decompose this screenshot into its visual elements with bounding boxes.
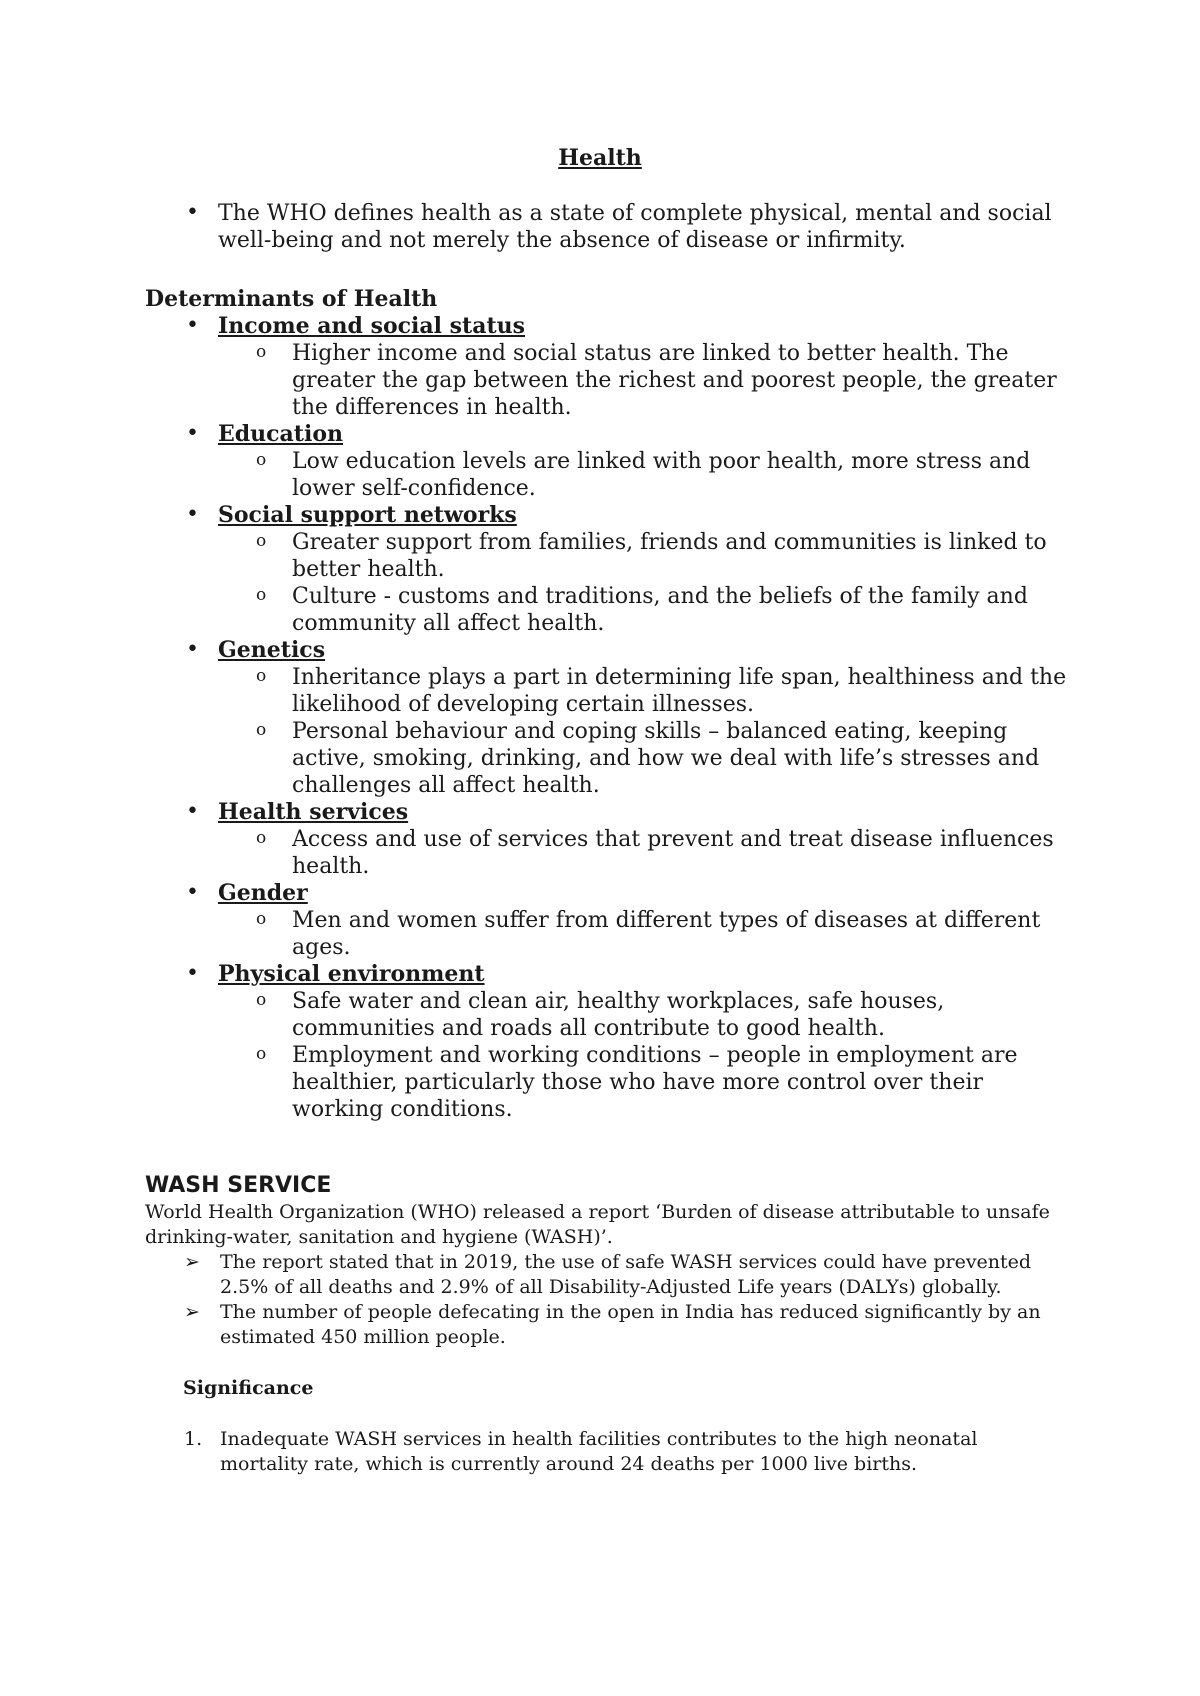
- circle-bullet-icon: o: [256, 585, 267, 605]
- sub-item: [0, 664, 1200, 718]
- determinant-item: [0, 502, 1200, 529]
- sub-item-text: Higher income and social status are linked to better health. The greater the gap between the richest and poorest people, the greater the differences in health.: [292, 341, 1057, 420]
- sub-item: [0, 826, 1200, 880]
- sub-item: [0, 907, 1200, 961]
- sub-item: [0, 1042, 1200, 1123]
- sub-item-text: Men and women suffer from different types of diseases at different ages.: [292, 908, 1041, 960]
- determinant-item: [0, 799, 1200, 826]
- circle-bullet-icon: o: [256, 909, 267, 929]
- sub-item: [0, 988, 1200, 1042]
- bullet-icon: •: [186, 313, 199, 338]
- sub-item-text: Culture - customs and traditions, and the beliefs of the family and community all affect health.: [292, 584, 1028, 636]
- item-number: 1.: [184, 1428, 203, 1450]
- determinants-section: [0, 285, 1200, 1123]
- sub-item-text: Low education levels are linked with poor health, more stress and lower self-confidence.: [292, 449, 1031, 501]
- wash-intro: World Health Organization (WHO) released a report ‘Burden of disease attributable to unsafe drinking-water, sanitation and hygiene (WASH)’.: [145, 1201, 1050, 1248]
- circle-bullet-icon: o: [256, 450, 267, 470]
- sub-item: [0, 718, 1200, 799]
- list-item: [0, 200, 1200, 254]
- bullet-icon: •: [186, 637, 199, 662]
- section-heading: WASH SERVICE: [145, 1173, 332, 1198]
- determinant-label: Genetics: [218, 637, 326, 663]
- determinant-label: Education: [218, 421, 343, 447]
- sub-item-text: Inheritance plays a part in determining life span, healthiness and the likelihood of developing certain illnesses.: [292, 665, 1067, 717]
- bullet-icon: •: [186, 880, 199, 905]
- list-item-text: The number of people defecating in the open in India has reduced significantly by an estimated 450 million people.: [220, 1301, 1041, 1348]
- wash-section: [0, 1172, 1200, 1477]
- definition-text: The WHO defines health as a state of complete physical, mental and social well-being and not merely the absence of disease or infirmity.: [218, 201, 1052, 253]
- determinant-label: Gender: [218, 880, 308, 906]
- determinant-item: [0, 421, 1200, 448]
- bullet-icon: •: [186, 961, 199, 986]
- sub-item: [0, 583, 1200, 637]
- circle-bullet-icon: o: [256, 531, 267, 551]
- determinant-label: Social support networks: [218, 502, 517, 528]
- sub-item-text: Greater support from families, friends and communities is linked to better health.: [292, 530, 1047, 582]
- arrow-bullet-icon: ➢: [184, 1251, 200, 1273]
- numbered-item: [0, 1427, 1200, 1477]
- circle-bullet-icon: o: [256, 828, 267, 848]
- circle-bullet-icon: o: [256, 990, 267, 1010]
- sub-item: [0, 529, 1200, 583]
- numbered-item-text: Inadequate WASH services in health facilities contributes to the high neonatal mortality rate, which is currently around 24 deaths per 1000 live births.: [220, 1428, 978, 1475]
- determinant-label: Health services: [218, 799, 409, 825]
- sub-item: [0, 448, 1200, 502]
- determinant-item: [0, 961, 1200, 988]
- sub-item-text: Personal behaviour and coping skills – balanced eating, keeping active, smoking, drinking, and how we deal with life’s stresses and challenges all affect health.: [292, 719, 1040, 798]
- who-definition: [0, 200, 1200, 254]
- circle-bullet-icon: o: [256, 342, 267, 362]
- sub-item-text: Employment and working conditions – people in employment are healthier, particularly those who have more control over their working conditions.: [292, 1043, 1018, 1122]
- significance-heading: Significance: [183, 1377, 314, 1399]
- bullet-icon: •: [186, 421, 199, 446]
- determinant-item: [0, 637, 1200, 664]
- arrow-bullet-icon: ➢: [184, 1301, 200, 1323]
- determinant-label: Physical environment: [218, 961, 485, 987]
- bullet-icon: •: [186, 200, 199, 225]
- circle-bullet-icon: o: [256, 1044, 267, 1064]
- list-item: [0, 1300, 1200, 1350]
- sub-item-text: Safe water and clean air, healthy workplaces, safe houses, communities and roads all contribute to good health.: [292, 989, 945, 1041]
- list-item-text: The report stated that in 2019, the use of safe WASH services could have prevented 2.5% of all deaths and 2.9% of all Disability-Adjusted Life years (DALYs) globally.: [220, 1251, 1032, 1298]
- bullet-icon: •: [186, 502, 199, 527]
- bullet-icon: •: [186, 799, 199, 824]
- page-title: Health: [558, 145, 642, 171]
- sub-item-text: Access and use of services that prevent and treat disease influences health.: [292, 827, 1054, 879]
- determinant-label: Income and social status: [218, 313, 526, 339]
- determinant-item: [0, 313, 1200, 340]
- list-item: [0, 1250, 1200, 1300]
- circle-bullet-icon: o: [256, 666, 267, 686]
- determinant-item: [0, 880, 1200, 907]
- circle-bullet-icon: o: [256, 720, 267, 740]
- section-heading: Determinants of Health: [145, 286, 438, 312]
- sub-item: [0, 340, 1200, 421]
